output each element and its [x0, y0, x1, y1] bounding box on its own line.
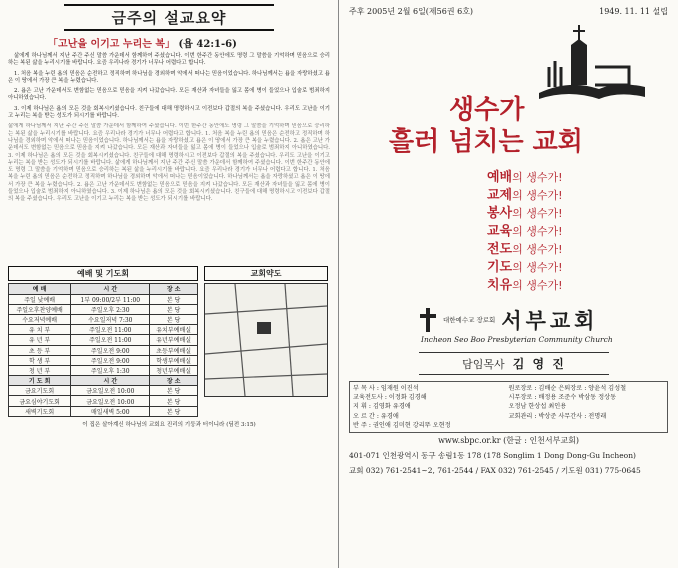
sermon-paragraph: 3. 이제 하나님은 욥의 모든 것을 회복시키셨습니다. 친구들에 대해 명령하시고 이전보다 갑절의 복을 주셨습니다. 우리도 고난을 이기고 누리는 복을 받는 성도가 되시기를 바랍니다.: [8, 105, 330, 120]
schedule-title: 예배 및 기도회: [8, 266, 198, 281]
slogan-line2: 흘러 넘치는 교회: [389, 127, 583, 157]
church-map: [204, 283, 328, 397]
church-english-name: Incheon Seo Boo Presbyterian Community Church: [421, 335, 613, 344]
sermon-reference: (욥 42:1-6): [178, 39, 237, 50]
sermon-paragraph: 1. 처음 복을 누린 욥의 믿음은 순전하고 정직하며 하나님을 경외하며 악에서 떠나는 믿음이었습니다. 하나님께서는 욥을 자랑하셨고 욥은 이 땅에서 가장 큰 복을 누렸습니다.: [8, 130, 330, 144]
schedule-cell: 학 생 부: [9, 355, 71, 365]
schedule-cell: 장 소: [150, 376, 198, 386]
pastor-label: 담임목사: [462, 358, 505, 371]
map-drawing: [205, 284, 327, 396]
sermon-summary-title: 금주의 설교요약: [64, 4, 274, 31]
sermon-paragraph: 삶에게 하나님께서 지난 주간 주신 말씀 가운데서 함께하여 주셨습니다. 이번 한주간 동안에도 명령 그 말씀을 기억하며 믿음으로 승리하는 복된 삶을 누리시기를 바랍니다. 요즘 우리나라 경기가 너무나 어렵다고 합니다.: [8, 159, 330, 174]
list-rest: 의 생수가!: [512, 261, 563, 274]
schedule-row: [9, 294, 198, 304]
schedule-cell: 본 당: [150, 396, 198, 406]
list-key: 치유: [487, 278, 513, 293]
schedule-cell: 주일오후 2:30: [71, 304, 150, 314]
sermon-heading: [48, 35, 330, 50]
list-key: 봉사: [487, 206, 513, 221]
staff-line: 지 휘 : 김영화 유경애: [353, 403, 411, 411]
staff-line: 시무장로 : 배정용 조준수 박삼동 정상동: [508, 394, 617, 402]
schedule-cell: 새벽기도회: [9, 406, 71, 416]
schedule-cell: 유 치 부: [9, 325, 71, 335]
list-rest: 의 생수가!: [512, 189, 563, 202]
list-rest: 의 생수가!: [512, 225, 563, 238]
phone-numbers: 교회 032) 761-2541~2, 761-2544 / FAX 032) 761-2545 / 기도원 031) 775-0645: [349, 466, 641, 476]
church-name-block: [419, 305, 668, 335]
schedule-cell: 본 당: [150, 294, 198, 304]
schedule-cell: 금요심야기도회: [9, 396, 71, 406]
schedule-cell: 기 도 회: [9, 376, 71, 386]
list-key: 예배: [487, 170, 513, 185]
schedule-body: [9, 294, 198, 416]
staff-line: 원로장로 : 김배순 은퇴장로 : 양윤석 김성철: [508, 385, 627, 392]
schedule-cell: 금요일오전 10:00: [71, 386, 150, 396]
pastor-line: [419, 352, 609, 375]
schedule-cell: 시 간: [71, 376, 150, 386]
schedule-cell: 수요일저녁 7:30: [71, 314, 150, 324]
sermon-paragraph: 2. 욥은 고난 가운데서도 변함없는 믿음으로 믿음을 지켜 나갔습니다. 모든 재산과 자녀들을 잃고 몸에 병이 들었으나 입술로 범죄하지 아니하였습니다.: [8, 88, 330, 102]
schedule-cell: 초 등 부: [9, 345, 71, 355]
staff-line: 교회관리 : 박상준 사무간사 : 전명래: [508, 412, 607, 420]
founded-date: 1949. 11. 11 설립: [599, 7, 668, 16]
schedule-cell: 본 당: [150, 304, 198, 314]
sermon-paragraph: 1. 처음 복을 누린 욥의 믿음은 순전하고 정직하며 하나님을 경외하며 악에서 떠나는 믿음이었습니다. 하나님께서는 욥을 자랑하셨고 욥은 이 땅에서 가장 큰 복을 누렸습니다.: [8, 167, 330, 188]
list-item: [487, 187, 668, 205]
schedule-cell: 주일오전 11:00: [71, 335, 150, 345]
list-item: [487, 259, 668, 277]
sermon-paragraph: 삶에게 하나님께서 지난 주간 주신 말씀 가운데서 함께하여 주셨습니다. 이번 한주간 동안에도 명령 그 말씀을 기억하며 믿음으로 승리하는 복된 삶을 누리시기를 바랍니다. 요즘 우리나라 경기가 너무나 어렵다고 합니다.: [8, 123, 330, 137]
schedule-row: [9, 325, 198, 335]
schedule-cell: 주일오후 1:30: [71, 365, 150, 375]
schedule-row: [9, 304, 198, 314]
schedule-cell: 유치부예배실: [150, 325, 198, 335]
website: www.sbpc.or.kr (한글 : 인천서부교회): [438, 436, 579, 446]
denomination: 대한예수교 장로회: [443, 316, 496, 324]
sermon-paragraph: 2. 욥은 고난 가운데서도 변함없는 믿음으로 믿음을 지켜 나갔습니다. 모든 재산과 자녀들을 잃고 몸에 병이 들었으나 입술로 범죄하지 아니하였습니다.: [8, 181, 330, 196]
schedule-cell: 주일 낮예배: [9, 294, 71, 304]
sermon-paragraph: 2. 욥은 고난 가운데서도 변함없는 믿음으로 믿음을 지켜 나갔습니다. 모든 재산과 자녀들을 잃고 몸에 병이 들었으나 입술로 범죄하지 아니하였습니다.: [8, 137, 330, 152]
footer-verse: 이 집은 살아계신 하나님의 교회요 진리의 기둥과 터이니라 (딤전 3:15): [82, 421, 256, 428]
schedule-cell: 주일오전 9:00: [71, 355, 150, 365]
staff-line: 교육전도사 : 이정화 김경해: [353, 394, 427, 402]
schedule-row: [9, 376, 198, 386]
address: 401-071 인천광역시 동구 송림1동 178 (178 Songlim 1 Dong Dong-Gu Incheon): [349, 451, 636, 461]
schedule-cell: 수요저녁예배: [9, 314, 71, 324]
right-page: [339, 0, 678, 568]
list-item: [487, 205, 668, 223]
staff-column-right: [509, 384, 665, 430]
schedule-cell: 본 당: [150, 314, 198, 324]
list-item: [487, 241, 668, 259]
sermon-paragraph: 3. 이제 하나님은 욥의 모든 것을 회복시키셨습니다. 친구들에 대해 명령하시고 이전보다 갑절의 복을 주셨습니다. 우리도 고난을 이기고 누리는 복을 받는 성도가 되시기를 바랍니다.: [8, 189, 330, 203]
schedule-cell: 초등부예배실: [150, 345, 198, 355]
list-key: 기도: [487, 260, 513, 275]
staff-list: [349, 381, 668, 433]
list-key: 교육: [487, 224, 513, 239]
church-location-marker: [257, 322, 271, 334]
schedule-section: [8, 266, 198, 416]
schedule-cell: 매일새벽 5:00: [71, 406, 150, 416]
schedule-cell: 주일오전 11:00: [71, 325, 150, 335]
issue-date: 주후 2005년 2월 6일(제56권 6호): [349, 7, 474, 16]
schedule-cell: 주일오전 9:00: [71, 345, 150, 355]
pastor-name: 김 영 진: [512, 357, 566, 371]
schedule-cell: 주일오후찬양예배: [9, 304, 71, 314]
schedule-header: 장 소: [150, 284, 198, 294]
list-rest: 의 생수가!: [512, 171, 563, 184]
living-water-list: [487, 169, 668, 295]
schedule-cell: 청년부예배실: [150, 365, 198, 375]
schedule-cell: 유년부예배실: [150, 335, 198, 345]
church-name: 서부교회: [501, 308, 599, 333]
schedule-header: 시 간: [71, 284, 150, 294]
staff-line: 오 르 간 : 유경애: [353, 412, 399, 420]
list-rest: 의 생수가!: [512, 207, 563, 220]
map-title: 교회약도: [204, 266, 328, 281]
list-item: [487, 223, 668, 241]
sermon-title: 「고난을 이기고 누리는 복」: [48, 39, 176, 50]
cross-icon: [419, 308, 437, 332]
schedule-cell: 1부 09:00/2부 11:00: [71, 294, 150, 304]
slogan-line1: 생수가: [449, 95, 525, 125]
list-key: 전도: [487, 242, 513, 257]
map-road: [235, 284, 245, 396]
schedule-cell: 본 당: [150, 386, 198, 396]
map-road: [205, 306, 327, 314]
schedule-and-map: [8, 266, 330, 416]
list-key: 교제: [487, 188, 513, 203]
list-rest: 의 생수가!: [512, 243, 563, 256]
schedule-row: [9, 355, 198, 365]
schedule-cell: 금요일오전 10:00: [71, 396, 150, 406]
schedule-table: [8, 283, 198, 416]
church-building-icon: [509, 23, 649, 101]
staff-line: 반 주 : 권인애 김미현 강리뚜 오현정: [353, 421, 451, 429]
staff-column-left: [353, 384, 509, 430]
list-rest: 의 생수가!: [512, 279, 563, 292]
schedule-row: [9, 406, 198, 416]
list-item: [487, 277, 668, 295]
schedule-cell: 학생부예배실: [150, 355, 198, 365]
sermon-paragraph: 3. 이제 하나님은 욥의 모든 것을 회복시키셨습니다. 친구들에 대해 명령하시고 이전보다 갑절의 복을 주셨습니다. 우리도 고난을 이기고 누리는 복을 받는 성도가 되시기를 바랍니다.: [8, 152, 330, 166]
schedule-row: [9, 345, 198, 355]
schedule-cell: 유 년 부: [9, 335, 71, 345]
list-item: [487, 169, 668, 187]
schedule-row: [9, 386, 198, 396]
staff-line: 오정남 한상섭 최인용: [508, 403, 567, 411]
schedule-row: [9, 365, 198, 375]
schedule-row: [9, 314, 198, 324]
map-road: [205, 344, 327, 354]
staff-line: 부 목 사 : 임재원 이진석: [353, 385, 419, 392]
church-logo: [349, 17, 668, 95]
sermon-body-filler: [8, 123, 330, 263]
issue-line: [349, 6, 668, 17]
schedule-cell: 금요기도회: [9, 386, 71, 396]
schedule-header: 예 배: [9, 284, 71, 294]
schedule-cell: 청 년 부: [9, 365, 71, 375]
schedule-row: [9, 396, 198, 406]
sermon-paragraph: 1. 처음 복을 누린 욥의 믿음은 순전하고 정직하며 하나님을 경외하며 악에서 떠나는 믿음이었습니다. 하나님께서는 욥을 자랑하셨고 욥은 이 땅에서 가장 큰 복을 누렸습니다.: [8, 70, 330, 84]
schedule-cell: 본 당: [150, 406, 198, 416]
schedule-row: [9, 335, 198, 345]
map-road: [205, 374, 327, 379]
map-road: [285, 284, 293, 396]
map-section: [204, 266, 328, 416]
sermon-paragraph: 삶에게 하나님께서 지난 주간 주신 말씀 가운데서 함께하여 주셨습니다. 이번 한주간 동안에도 명령 그 말씀을 기억하며 믿음으로 승리하는 복된 삶을 누리시기를 바랍니다. 요즘 우리나라 경기가 너무나 어렵다고 합니다.: [8, 53, 330, 67]
